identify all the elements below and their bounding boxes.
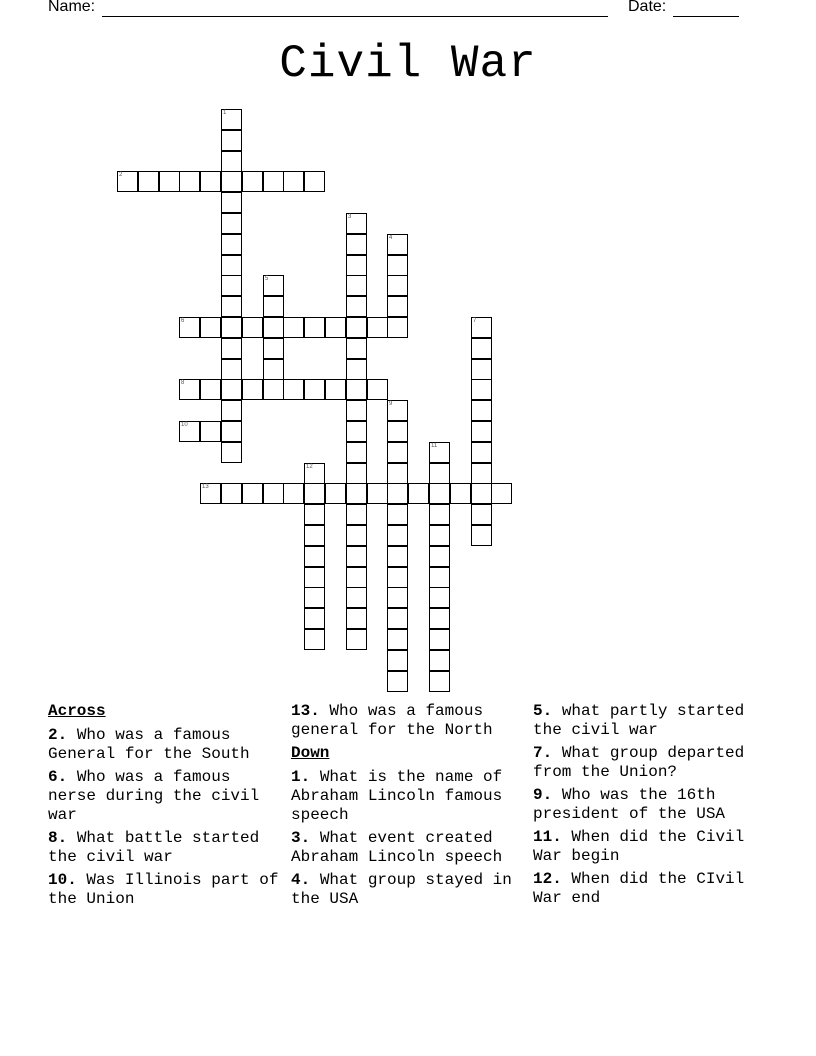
crossword-cell[interactable]	[242, 483, 263, 504]
crossword-cell[interactable]	[283, 317, 304, 338]
cell-number: 3	[348, 214, 352, 220]
crossword-cell[interactable]	[346, 234, 367, 255]
crossword-cell[interactable]	[387, 629, 408, 650]
crossword-cell[interactable]	[221, 483, 242, 504]
crossword-cell[interactable]	[325, 379, 346, 400]
cell-number: 5	[265, 276, 269, 282]
crossword-cell[interactable]	[346, 504, 367, 525]
crossword-cell[interactable]	[408, 483, 429, 504]
clue-number: 3.	[291, 829, 311, 847]
crossword-cell[interactable]	[429, 483, 450, 504]
date-label: Date:	[628, 0, 667, 15]
crossword-cell[interactable]	[283, 171, 304, 192]
cell-number: 6	[181, 318, 185, 324]
crossword-cell[interactable]	[387, 317, 408, 338]
crossword-cell[interactable]	[304, 463, 325, 484]
clue-text: Who was a famous nerse during the civil war	[48, 768, 260, 824]
clue-number: 13.	[291, 702, 320, 720]
crossword-cell[interactable]	[263, 296, 284, 317]
clue-down-12	[533, 870, 769, 908]
crossword-cell[interactable]	[304, 483, 325, 504]
crossword-cell[interactable]	[304, 567, 325, 588]
crossword-cell[interactable]	[429, 608, 450, 629]
crossword-cell[interactable]	[387, 442, 408, 463]
clue-down-3	[291, 829, 527, 867]
crossword-cell[interactable]	[263, 317, 284, 338]
crossword-cell[interactable]	[221, 338, 242, 359]
crossword-cell[interactable]	[346, 359, 367, 380]
clue-text: What group departed from the Union?	[533, 744, 745, 781]
crossword-cell[interactable]	[387, 296, 408, 317]
crossword-cell[interactable]	[471, 359, 492, 380]
clue-number: 7.	[533, 744, 553, 762]
clue-text: What is the name of Abraham Lincoln famous speech	[291, 768, 503, 824]
crossword-cell[interactable]	[179, 317, 200, 338]
cell-number: 11	[431, 443, 438, 449]
crossword-cell[interactable]	[471, 504, 492, 525]
crossword-cell[interactable]	[304, 546, 325, 567]
crossword-cell[interactable]	[429, 587, 450, 608]
crossword-cell[interactable]	[221, 109, 242, 130]
crossword-cell[interactable]	[221, 379, 242, 400]
crossword-cell[interactable]	[346, 587, 367, 608]
crossword-cell[interactable]	[471, 400, 492, 421]
crossword-cell[interactable]	[304, 504, 325, 525]
crossword-cell[interactable]	[387, 567, 408, 588]
cell-number: 13	[202, 484, 209, 490]
clue-down-9	[533, 786, 769, 824]
clue-text: what partly started the civil war	[533, 702, 745, 739]
crossword-cell[interactable]	[346, 255, 367, 276]
crossword-cell[interactable]	[304, 525, 325, 546]
clue-down-11	[533, 828, 769, 866]
crossword-cell[interactable]	[367, 483, 388, 504]
crossword-cell[interactable]	[471, 463, 492, 484]
cell-number: 8	[181, 380, 185, 386]
crossword-cell[interactable]	[117, 171, 138, 192]
crossword-cell[interactable]	[200, 379, 221, 400]
crossword-cell[interactable]	[387, 608, 408, 629]
clue-across-6	[48, 768, 284, 825]
crossword-cell[interactable]	[304, 379, 325, 400]
crossword-cell[interactable]	[387, 400, 408, 421]
crossword-cell[interactable]	[387, 650, 408, 671]
clue-text: Who was a famous general for the North	[291, 702, 493, 739]
crossword-cell[interactable]	[346, 463, 367, 484]
crossword-cell[interactable]	[221, 255, 242, 276]
crossword-cell[interactable]	[221, 151, 242, 172]
crossword-cell[interactable]	[283, 379, 304, 400]
crossword-cell[interactable]	[387, 255, 408, 276]
crossword-cell[interactable]	[304, 629, 325, 650]
crossword-cell[interactable]	[221, 171, 242, 192]
crossword-cell[interactable]	[346, 567, 367, 588]
crossword-cell[interactable]	[325, 483, 346, 504]
crossword-cell[interactable]	[387, 525, 408, 546]
crossword-cell[interactable]	[346, 317, 367, 338]
cell-number: 9	[389, 401, 393, 407]
crossword-cell[interactable]	[346, 483, 367, 504]
crossword-cell[interactable]	[263, 171, 284, 192]
crossword-cell[interactable]	[304, 608, 325, 629]
clues-column-1	[48, 702, 284, 913]
crossword-cell[interactable]	[346, 608, 367, 629]
crossword-cell[interactable]	[429, 629, 450, 650]
crossword-cell[interactable]	[242, 171, 263, 192]
clue-text: What event created Abraham Lincoln speech	[291, 829, 503, 866]
clue-number: 6.	[48, 768, 68, 786]
crossword-cell[interactable]	[471, 317, 492, 338]
crossword-cell[interactable]	[221, 400, 242, 421]
crossword-cell[interactable]	[471, 338, 492, 359]
crossword-cell[interactable]	[450, 483, 471, 504]
crossword-cell[interactable]	[200, 171, 221, 192]
crossword-cell[interactable]	[346, 546, 367, 567]
crossword-cell[interactable]	[179, 379, 200, 400]
crossword-cell[interactable]	[387, 463, 408, 484]
crossword-cell[interactable]	[346, 400, 367, 421]
cell-number: 7	[473, 318, 477, 324]
crossword-cell[interactable]	[221, 234, 242, 255]
clue-across-8	[48, 829, 284, 867]
crossword-cell[interactable]	[429, 567, 450, 588]
clue-across-13	[291, 702, 527, 740]
clue-text: What group stayed in the USA	[291, 871, 512, 908]
clue-number: 10.	[48, 871, 77, 889]
crossword-cell[interactable]	[346, 213, 367, 234]
crossword-cell[interactable]	[471, 442, 492, 463]
clue-number: 2.	[48, 726, 68, 744]
clue-down-4	[291, 871, 527, 909]
crossword-cell[interactable]	[221, 442, 242, 463]
clues-column-2	[291, 702, 527, 913]
crossword-cell[interactable]	[221, 421, 242, 442]
crossword-cell[interactable]	[242, 317, 263, 338]
crossword-cell[interactable]	[200, 483, 221, 504]
crossword-cell[interactable]	[471, 379, 492, 400]
crossword-cell[interactable]	[491, 483, 512, 504]
clue-text: Who was a famous General for the South	[48, 726, 250, 763]
crossword-cell[interactable]	[471, 525, 492, 546]
crossword-cell[interactable]	[200, 421, 221, 442]
crossword-cell[interactable]	[304, 171, 325, 192]
clue-across-10	[48, 871, 284, 909]
crossword-cell[interactable]	[471, 483, 492, 504]
cell-number: 2	[119, 172, 123, 178]
cell-number: 4	[389, 235, 393, 241]
crossword-cell[interactable]	[387, 504, 408, 525]
crossword-cell[interactable]	[387, 483, 408, 504]
crossword-cell[interactable]	[387, 587, 408, 608]
clue-text: What battle started the civil war	[48, 829, 260, 866]
cell-number: 12	[306, 464, 313, 470]
crossword-cell[interactable]	[263, 359, 284, 380]
across-heading: Across	[48, 702, 106, 720]
crossword-cell[interactable]	[387, 275, 408, 296]
clue-number: 8.	[48, 829, 68, 847]
clue-text: Was Illinois part of the Union	[48, 871, 279, 908]
crossword-cell[interactable]	[179, 171, 200, 192]
clue-text: Who was the 16th president of the USA	[533, 786, 726, 823]
name-label: Name:	[48, 0, 96, 15]
crossword-cell[interactable]	[242, 379, 263, 400]
crossword-cell[interactable]	[346, 525, 367, 546]
crossword-cell[interactable]	[429, 671, 450, 692]
crossword-cell[interactable]	[429, 442, 450, 463]
down-heading: Down	[291, 744, 330, 762]
crossword-cell[interactable]	[200, 317, 221, 338]
crossword-cell[interactable]	[367, 317, 388, 338]
crossword-cell[interactable]	[387, 671, 408, 692]
clue-number: 5.	[533, 702, 553, 720]
crossword-cell[interactable]	[263, 379, 284, 400]
crossword-cell[interactable]	[221, 359, 242, 380]
clue-down-5	[533, 702, 769, 740]
crossword-cell[interactable]	[346, 421, 367, 442]
clue-down-1	[291, 768, 527, 825]
crossword-cell[interactable]	[221, 213, 242, 234]
clue-text: When did the Civil War begin	[533, 828, 745, 865]
page-title: Civil War	[279, 38, 537, 90]
clue-across-2	[48, 726, 284, 764]
crossword-cell[interactable]	[346, 629, 367, 650]
clue-number: 1.	[291, 768, 311, 786]
crossword-cell[interactable]	[304, 587, 325, 608]
cell-number: 10	[181, 422, 188, 428]
clue-number: 4.	[291, 871, 311, 889]
crossword-cell[interactable]	[429, 463, 450, 484]
cell-number: 1	[223, 110, 227, 116]
crossword-cell[interactable]	[221, 317, 242, 338]
clue-number: 11.	[533, 828, 562, 846]
crossword-cell[interactable]	[346, 338, 367, 359]
clue-text: When did the CIvil War end	[533, 870, 745, 907]
crossword-cell[interactable]	[221, 192, 242, 213]
clue-number: 9.	[533, 786, 553, 804]
crossword-cell[interactable]	[159, 171, 180, 192]
clue-number: 12.	[533, 870, 562, 888]
crossword-cell[interactable]	[387, 234, 408, 255]
crossword-cell[interactable]	[346, 275, 367, 296]
crossword-cell[interactable]	[263, 338, 284, 359]
crossword-cell[interactable]	[429, 650, 450, 671]
crossword-cell[interactable]	[138, 171, 159, 192]
crossword-cell[interactable]	[304, 317, 325, 338]
crossword-cell[interactable]	[429, 504, 450, 525]
clues-column-3	[533, 702, 769, 912]
crossword-cell[interactable]	[221, 296, 242, 317]
crossword-cell[interactable]	[263, 275, 284, 296]
crossword-cell[interactable]	[221, 130, 242, 151]
crossword-cell[interactable]	[283, 483, 304, 504]
crossword-cell[interactable]	[346, 379, 367, 400]
crossword-cell[interactable]	[429, 525, 450, 546]
crossword-cell[interactable]	[346, 296, 367, 317]
crossword-cell[interactable]	[387, 546, 408, 567]
crossword-cell[interactable]	[221, 275, 242, 296]
crossword-cell[interactable]	[429, 546, 450, 567]
crossword-cell[interactable]	[263, 483, 284, 504]
crossword-cell[interactable]	[346, 442, 367, 463]
crossword-cell[interactable]	[325, 317, 346, 338]
crossword-cell[interactable]	[367, 379, 388, 400]
crossword-cell[interactable]	[179, 421, 200, 442]
clue-down-7	[533, 744, 769, 782]
crossword-cell[interactable]	[471, 421, 492, 442]
crossword-cell[interactable]	[387, 421, 408, 442]
